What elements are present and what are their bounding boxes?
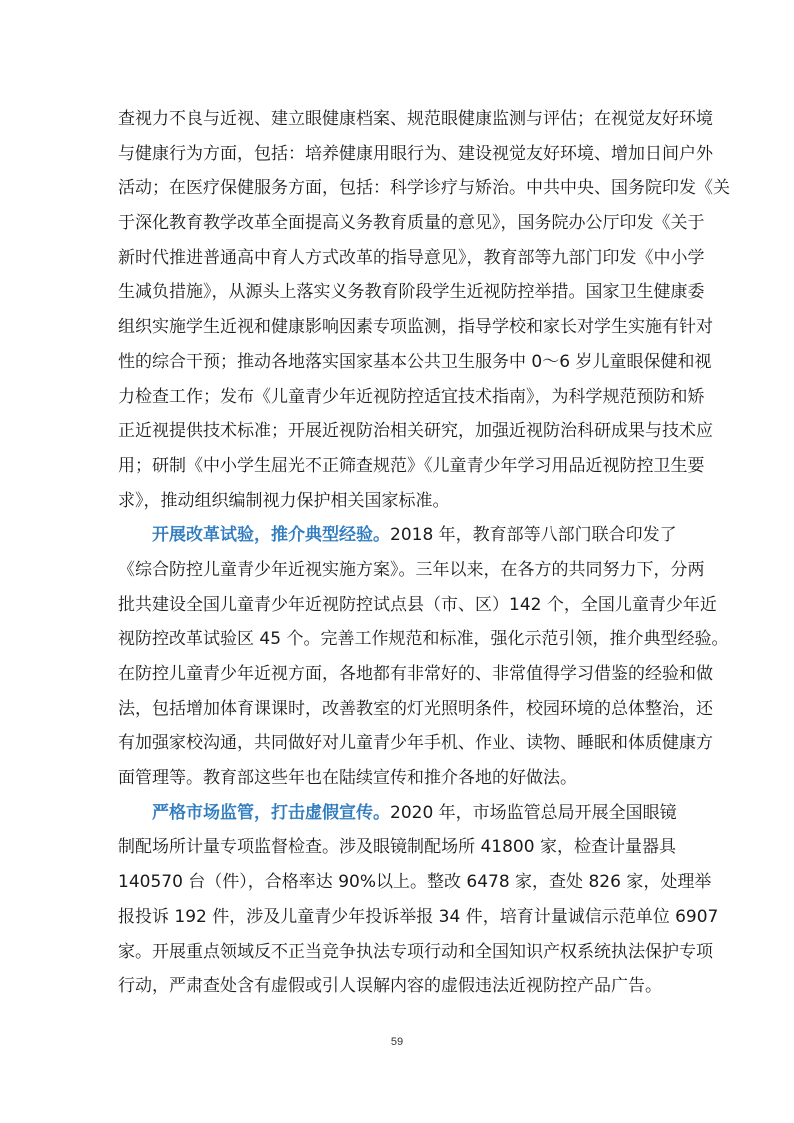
text-run: 2018 年，教育部等八部门联合印发了 [390, 525, 677, 546]
text-line: 用；研制《中小学生屈光不正筛查规范》《儿童青少年学习用品近视防控卫生要 [118, 455, 705, 476]
text-line: 在防控儿童青少年近视方面，各地都有非常好的、非常值得学习借鉴的经验和做 [118, 664, 713, 684]
text-line: 视防控改革试验区 45 个。完善工作规范和标准，强化示范引领，推介典型经验。 [118, 629, 729, 650]
text-line: 报投诉 192 件，涉及儿童青少年投诉举报 34 件，培育计量诚信示范单位 6907 [118, 906, 719, 927]
text-line: 查视力不良与近视、建立眼健康档案、规范眼健康监测与评估；在视觉友好环境 [118, 109, 713, 129]
paragraph-1 [118, 102, 730, 518]
text-line: 性的综合干预；推动各地落实国家基本公共卫生服务中 0～6 岁儿童眼保健和视 [118, 351, 712, 372]
paragraph-2 [118, 518, 729, 796]
text-line: 家。开展重点领域反不正当竞争执法专项行动和全国知识产权系统执法保护专项 [118, 941, 713, 962]
text-line: 行动，严肃查处含有虚假或引人误解内容的虚假违法近视防控产品广告。 [118, 976, 662, 997]
text-line: 法，包括增加体育课课时，改善教室的灯光照明条件，校园环境的总体整治，还 [118, 698, 713, 719]
page-number: 59 [390, 1036, 404, 1048]
text-line: 力检查工作；发布《儿童青少年近视防控适宜技术指南》，为科学规范预防和矫 [118, 386, 705, 407]
section-lead-heading: 严格市场监管，打击虚假宣传。 [152, 802, 390, 823]
text-line: 求》，推动组织编制视力保护相关国家标准。 [118, 490, 450, 511]
text-run: 2020 年，市场监管总局开展全国眼镜 [390, 802, 677, 823]
text-line: 正近视提供技术标准；开展近视防治相关研究，加强近视防治科研成果与技术应 [118, 421, 713, 442]
text-line: 活动；在医疗保健服务方面，包括：科学诊疗与矫治。中共中央、国务院印发《关 [118, 178, 730, 199]
text-line: 生减负措施》，从源头上落实义务教育阶段学生近视防控举措。国家卫生健康委 [118, 282, 705, 303]
paragraph-first-line [118, 518, 676, 553]
text-line: 面管理等。教育部这些年也在陆续宣传和推介各地的好做法。 [118, 768, 577, 789]
text-line: 新时代推进普通高中育人方式改革的指导意见》，教育部等九部门印发《中小学 [118, 247, 705, 268]
text-line: 制配场所计量专项监督检查。涉及眼镜制配场所 41800 家，检查计量器具 [118, 837, 676, 858]
text-line: 批共建设全国儿童青少年近视防控试点县（市、区）142 个，全国儿童青少年近 [118, 594, 717, 615]
text-line: 组织实施学生近视和健康影响因素专项监测，指导学校和家长对学生实施有针对 [118, 317, 713, 338]
text-line: 《综合防控儿童青少年近视实施方案》。三年以来，在各方的共同努力下，分两 [118, 559, 705, 580]
paragraph-first-line [118, 796, 676, 831]
text-line: 140570 台（件），合格率达 90%以上。整改 6478 家，查处 826 家，处理举 [118, 872, 712, 893]
text-line: 有加强家校沟通，共同做好对儿童青少年手机、作业、读物、睡眠和体质健康方 [118, 733, 713, 754]
text-line: 于深化教育教学改革全面提高义务教育质量的意见》，国务院办公厅印发《关于 [118, 213, 705, 234]
paragraph-3 [118, 796, 719, 1004]
text-line: 与健康行为方面，包括：培养健康用眼行为、建设视觉友好环境、增加日间户外 [118, 143, 713, 164]
document-body [118, 102, 730, 1004]
section-lead-heading: 开展改革试验，推介典型经验。 [152, 525, 390, 546]
